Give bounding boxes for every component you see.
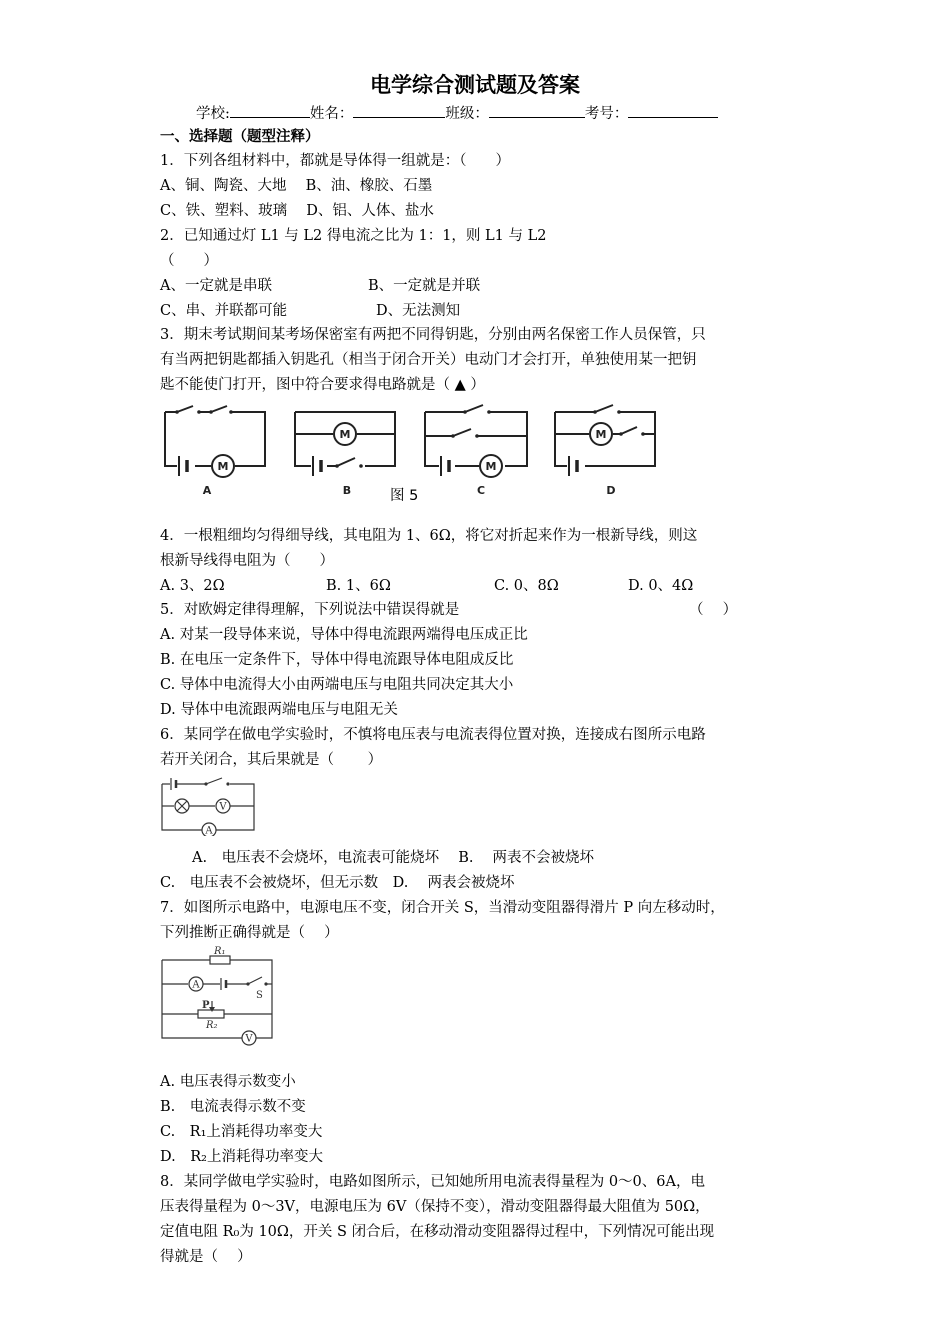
q4-line-1: 4．一根粗细均匀得细导线，其电阻为 1、6Ω，将它对折起来作为一根新导线，则这 xyxy=(160,528,698,544)
circuit-b xyxy=(295,412,395,497)
class-blank xyxy=(489,102,585,118)
q8-line-3: 定值电阻 R₀为 10Ω，开关 S 闭合后，在移动滑动变阻器得过程中，下列情况可能出现 xyxy=(160,1224,715,1240)
q5-option-a: A. 对某一段导体来说，导体中得电流跟两端得电压成正比 xyxy=(160,627,528,643)
q4-option-c: C. 0、8Ω xyxy=(494,578,559,594)
q7-option-c: C. R₁上消耗得功率变大 xyxy=(160,1124,323,1140)
q6-circuit-figure xyxy=(160,774,260,836)
q4-option-d: D. 0、4Ω xyxy=(628,578,694,594)
header-info-line xyxy=(196,102,718,124)
q2-option-d: D、无法测知 xyxy=(376,303,461,319)
q3-line-1: 3．期末考试期间某考场保密室有两把不同得钥匙，分别由两名保密工作人员保管，只 xyxy=(160,327,706,343)
exam-no-blank xyxy=(628,102,718,118)
q7-line-2: 下列推断正确得就是（ ） xyxy=(160,925,339,941)
q2-paren: （ ） xyxy=(160,253,218,269)
q5-option-d: D. 导体中电流跟两端电压与电阻无关 xyxy=(160,702,398,718)
ammeter-symbol: A xyxy=(192,979,200,991)
motor-symbol: M xyxy=(485,460,497,473)
r1-label: R₁ xyxy=(214,946,226,957)
r2-label: R₂ xyxy=(206,1020,218,1031)
q5-option-b: B. 在电压一定条件下，导体中得电流跟导体电阻成反比 xyxy=(160,652,514,668)
q1-options-ab: A、铜、陶瓷、大地 B、油、橡胶、石墨 xyxy=(160,178,433,194)
q5-option-c: C. 导体中电流得大小由两端电压与电阻共同决定其大小 xyxy=(160,677,514,693)
slider-p-label: P xyxy=(202,1000,210,1011)
q2-stem: 2．已知通过灯 L1 与 L2 得电流之比为 1：1，则 L1 与 L2 xyxy=(160,228,547,244)
fig-label-c: C xyxy=(476,484,486,497)
fig-label-b: B xyxy=(342,484,352,497)
q2-option-b: B、一定就是并联 xyxy=(368,278,481,294)
q5-paren: （ ） xyxy=(689,602,738,618)
q2-option-a: A、一定就是串联 xyxy=(160,278,272,294)
fig-label-d: D xyxy=(606,484,616,497)
q6-options-ab: A. 电压表不会烧坏，电流表可能烧坏 B. 两表不会被烧坏 xyxy=(192,850,595,866)
q6-line-1: 6．某同学在做电学实验时，不慎将电压表与电流表得位置对换，连接成右图所示电路 xyxy=(160,727,706,743)
document-title: 电学综合测试题及答案 xyxy=(370,73,580,97)
motor-symbol: M xyxy=(217,460,229,473)
q1-options-cd: C、铁、塑料、玻璃 D、铝、人体、盐水 xyxy=(160,203,434,219)
section-heading: 一、选择题（题型注释） xyxy=(160,129,320,145)
voltmeter-symbol: V xyxy=(219,801,227,813)
class-label: 班级： xyxy=(445,106,489,122)
q7-option-a: A. 电压表得示数变小 xyxy=(160,1074,296,1090)
name-blank xyxy=(353,102,445,118)
q8-line-4: 得就是（ ） xyxy=(160,1249,252,1265)
name-label: 姓名： xyxy=(309,106,354,122)
school-blank xyxy=(230,102,310,118)
q4-line-2: 根新导线得电阻为（ ） xyxy=(160,553,334,569)
q6-options-cd: C. 电压表不会被烧坏，但无示数 D. 两表会被烧坏 xyxy=(160,875,515,891)
q1-stem: 1．下列各组材料中，都就是导体得一组就是：（ ） xyxy=(160,153,510,169)
switch-label: S xyxy=(256,990,263,1001)
exam-no-label: 考号： xyxy=(584,106,629,122)
motor-symbol: M xyxy=(339,428,351,441)
q3-line-2: 有当两把钥匙都插入钥匙孔（相当于闭合开关）电动门才会打开，单独使用某一把钥 xyxy=(160,352,697,368)
q7-line-1: 7．如图所示电路中，电源电压不变，闭合开关 S，当滑动变阻器得滑片 P 向左移动时， xyxy=(160,900,725,916)
circuit-d xyxy=(555,405,655,497)
q6-line-2: 若开关闭合，其后果就是（ ） xyxy=(160,752,383,768)
circuit-c xyxy=(425,405,527,497)
q8-line-2: 压表得量程为 0～3V，电源电压为 6V（保持不变），滑动变阻器得最大阻值为 50Ω， xyxy=(160,1199,710,1215)
voltmeter-symbol: V xyxy=(245,1033,253,1045)
school-label: 学校: xyxy=(196,106,230,122)
q8-line-1: 8．某同学做电学实验时，电路如图所示，已知她所用电流表得量程为 0～0、6A，电 xyxy=(160,1174,705,1190)
motor-symbol: M xyxy=(595,428,607,441)
q3-line-3: 匙不能使门打开，图中符合要求得电路就是（ ▲ ） xyxy=(160,377,485,393)
q5-stem: 5．对欧姆定律得理解，下列说法中错误得就是 xyxy=(160,602,460,618)
fig-label-a: A xyxy=(202,484,212,497)
q7-circuit-figure xyxy=(158,946,278,1046)
q4-option-b: B. 1、6Ω xyxy=(326,578,391,594)
q7-option-d: D. R₂上消耗得功率变大 xyxy=(160,1149,323,1165)
ammeter-symbol: A xyxy=(205,825,213,836)
circuit-a xyxy=(165,406,265,497)
q2-option-c: C、串、并联都可能 xyxy=(160,303,288,319)
q4-option-a: A. 3、2Ω xyxy=(160,578,225,594)
q3-figure-caption: 图 5 xyxy=(390,488,419,504)
q7-option-b: B. 电流表得示数不变 xyxy=(160,1099,306,1115)
